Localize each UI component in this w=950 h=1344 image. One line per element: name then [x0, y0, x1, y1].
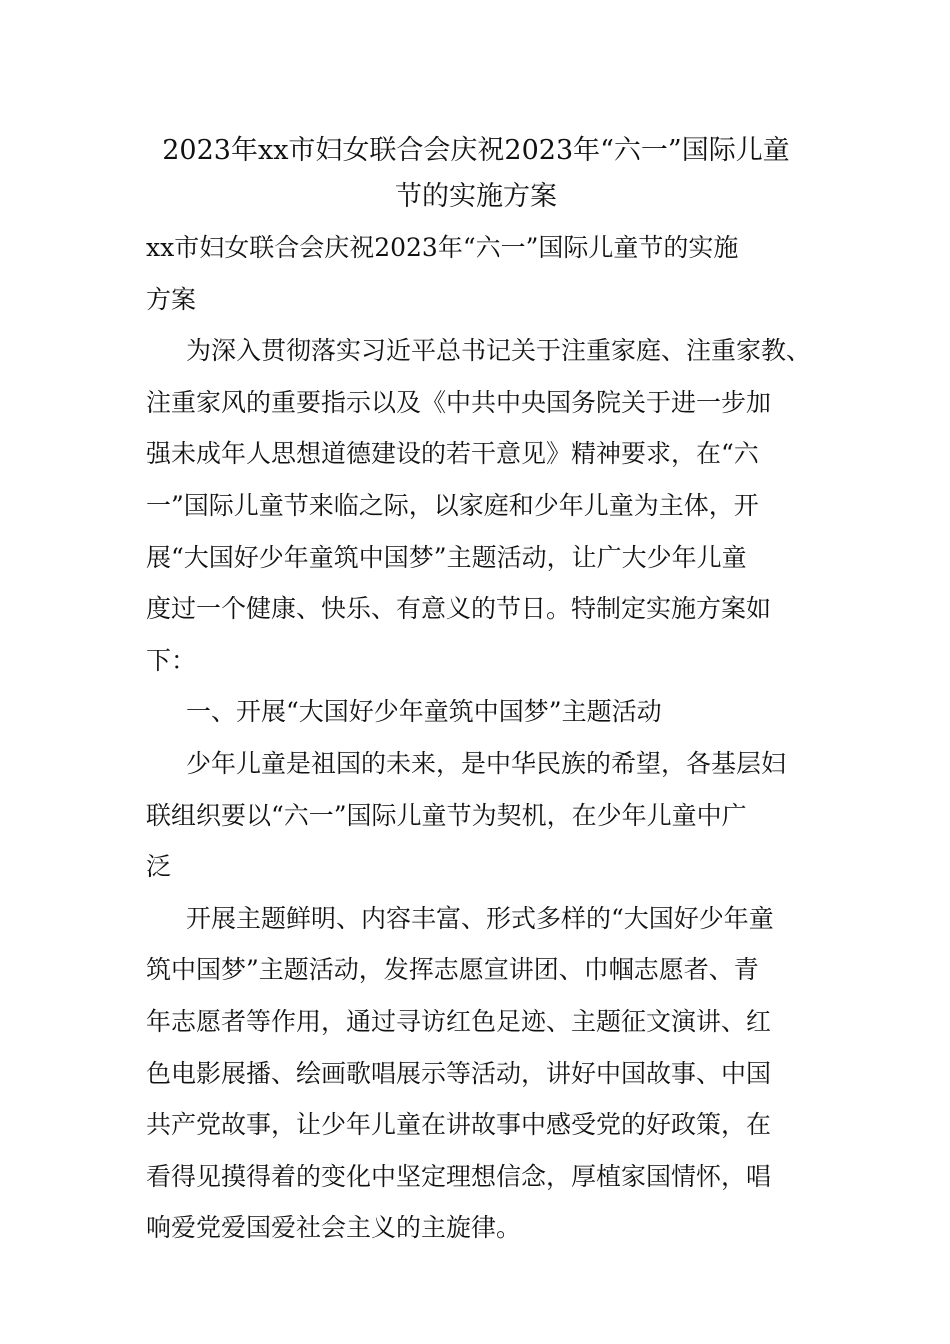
paragraph-line: 少年儿童是祖国的未来，是中华民族的希望，各基层妇 — [186, 748, 787, 778]
paragraph-line: 年志愿者等作用，通过寻访红色足迹、主题征文演讲、红 — [146, 1006, 772, 1036]
paragraph-section-1b — [146, 893, 806, 1254]
paragraph-line: 筑中国梦”主题活动，发挥志愿宣讲团、巾帼志愿者、青 — [146, 955, 759, 985]
paragraph-line: 展“大国好少年童筑中国梦”主题活动，让广大少年儿童 — [146, 542, 747, 572]
section-heading-line: 一、开展“大国好少年童筑中国梦”主题活动 — [186, 697, 662, 727]
document-title — [146, 128, 806, 220]
document-page — [146, 128, 812, 1254]
paragraph-line: 开展主题鲜明、内容丰富、形式多样的“大国好少年童 — [186, 903, 774, 933]
paragraph-line: 强未成年人思想道德建设的若干意见》精神要求，在“六 — [146, 439, 759, 469]
paragraph-intro — [146, 325, 812, 686]
title-line-1: 2023年xx市妇女联合会庆祝2023年“六一”国际儿童 — [162, 135, 790, 166]
paragraph-section-1a — [146, 738, 806, 893]
section-heading-1 — [146, 686, 806, 738]
paragraph-line: 下： — [146, 645, 197, 675]
document-subtitle — [146, 222, 806, 325]
paragraph-line: 注重家风的重要指示以及《中共中央国务院关于进一步加 — [146, 387, 772, 417]
paragraph-line: 看得见摸得着的变化中坚定理想信念，厚植家国情怀，唱 — [146, 1161, 772, 1191]
title-line-2: 节的实施方案 — [395, 181, 557, 212]
paragraph-line: 一”国际儿童节来临之际，以家庭和少年儿童为主体，开 — [146, 490, 759, 520]
subtitle-line-1: xx市妇女联合会庆祝2023年“六一”国际儿童节的实施 — [146, 233, 739, 262]
paragraph-line: 泛 — [146, 852, 172, 882]
paragraph-line: 响爱党爱国爱社会主义的主旋律。 — [146, 1213, 522, 1243]
paragraph-line: 共产党故事，让少年儿童在讲故事中感受党的好政策，在 — [146, 1110, 772, 1140]
subtitle-line-2: 方案 — [146, 284, 197, 314]
paragraph-line: 为深入贯彻落实习近平总书记关于注重家庭、注重家教、 — [186, 336, 812, 366]
paragraph-line: 联组织要以“六一”国际儿童节为契机，在少年儿童中广 — [146, 800, 747, 830]
paragraph-line: 色电影展播、绘画歌唱展示等活动，讲好中国故事、中国 — [146, 1058, 772, 1088]
paragraph-line: 度过一个健康、快乐、有意义的节日。特制定实施方案如 — [146, 594, 772, 624]
